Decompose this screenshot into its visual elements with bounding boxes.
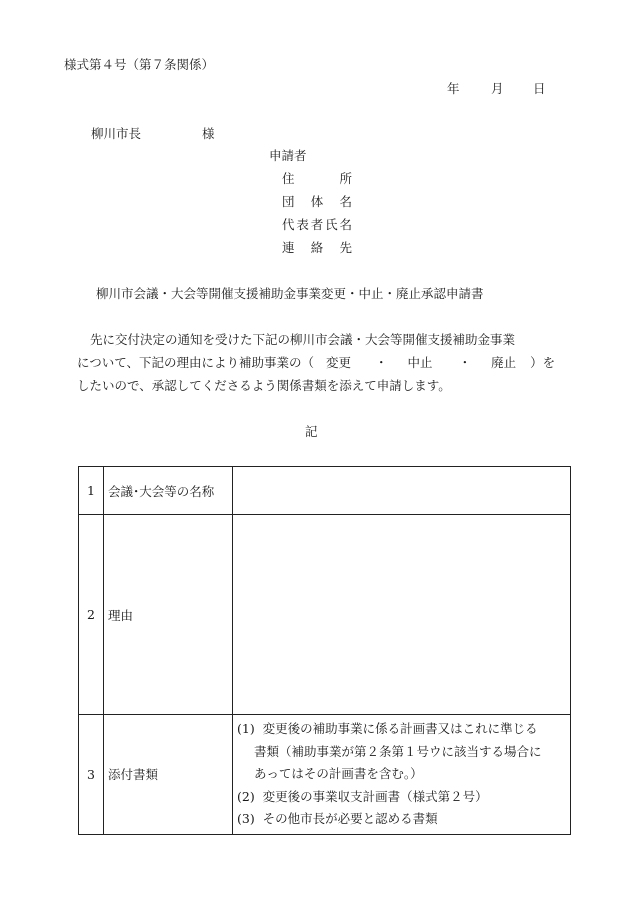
attachment-marker: (3) [237, 811, 255, 826]
row-label-attachments: 添付書類 [104, 715, 233, 835]
option-separator: ・ [458, 355, 472, 370]
row-number: 2 [79, 515, 104, 715]
event-name-field[interactable] [233, 467, 571, 515]
attachment-item [237, 718, 566, 741]
date-day-label: 日 [533, 81, 546, 96]
option-change: 変更 [326, 355, 352, 370]
reason-field[interactable] [233, 515, 571, 715]
date-month-label: 月 [491, 81, 504, 96]
body-line-1: 先に交付決定の通知を受けた下記の柳川市会議・大会等開催支援補助金事業 [90, 332, 516, 347]
row-label-event-name: 会議･大会等の名称 [104, 467, 233, 515]
row-label-reason: 理由 [104, 515, 233, 715]
applicant-heading: 申請者 [269, 148, 307, 163]
applicant-field-organization: 団体名 [282, 194, 352, 209]
applicant-field-representative: 代表者氏名 [282, 217, 352, 232]
application-table [78, 466, 571, 835]
attachments-cell [233, 715, 571, 835]
document-title: 柳川市会議・大会等開催支援補助金事業変更・中止・廃止承認申請書 [96, 286, 484, 301]
attachment-text: 変更後の補助事業に係る計画書又はこれに準じる [262, 721, 538, 736]
attachment-item [237, 808, 566, 831]
row-number: 1 [79, 467, 104, 515]
attachment-item [237, 786, 566, 809]
attachment-text-continued: 書類（補助事業が第２条第１号ウに該当する場合に [254, 743, 542, 759]
applicant-field-contact: 連絡先 [282, 240, 352, 255]
attachment-text: その他市長が必要と認める書類 [262, 811, 438, 826]
option-separator: ・ [375, 355, 388, 370]
option-cancel: 中止 [407, 355, 433, 370]
body-line-3: したいので、承認してくださるよう関係書類を添えて申請します。 [77, 378, 451, 393]
option-abolish: 廃止 [491, 355, 517, 370]
table-row [79, 515, 571, 715]
table-row [79, 715, 571, 835]
row-number: 3 [79, 715, 104, 835]
ki-heading: 記 [305, 424, 318, 439]
attachment-marker: (2) [237, 788, 255, 804]
addressee-name: 柳川市長 [91, 126, 142, 141]
body-line-2-prefix: について、下記の理由により補助事業の（ [77, 355, 315, 370]
applicant-field-address: 住所 [282, 171, 352, 186]
form-number: 様式第４号（第７条関係） [64, 57, 215, 72]
attachment-list [237, 715, 566, 834]
addressee-honorific: 様 [202, 126, 215, 141]
attachment-text-continued: あってはその計画書を含む。） [254, 766, 423, 781]
attachment-marker: (1) [237, 721, 255, 736]
body-line-2-suffix: ）を [530, 355, 556, 370]
table-row [79, 467, 571, 515]
attachment-text: 変更後の事業収支計画書（様式第２号） [262, 788, 488, 804]
date-year-label: 年 [447, 81, 460, 96]
body-line-2 [77, 357, 555, 370]
